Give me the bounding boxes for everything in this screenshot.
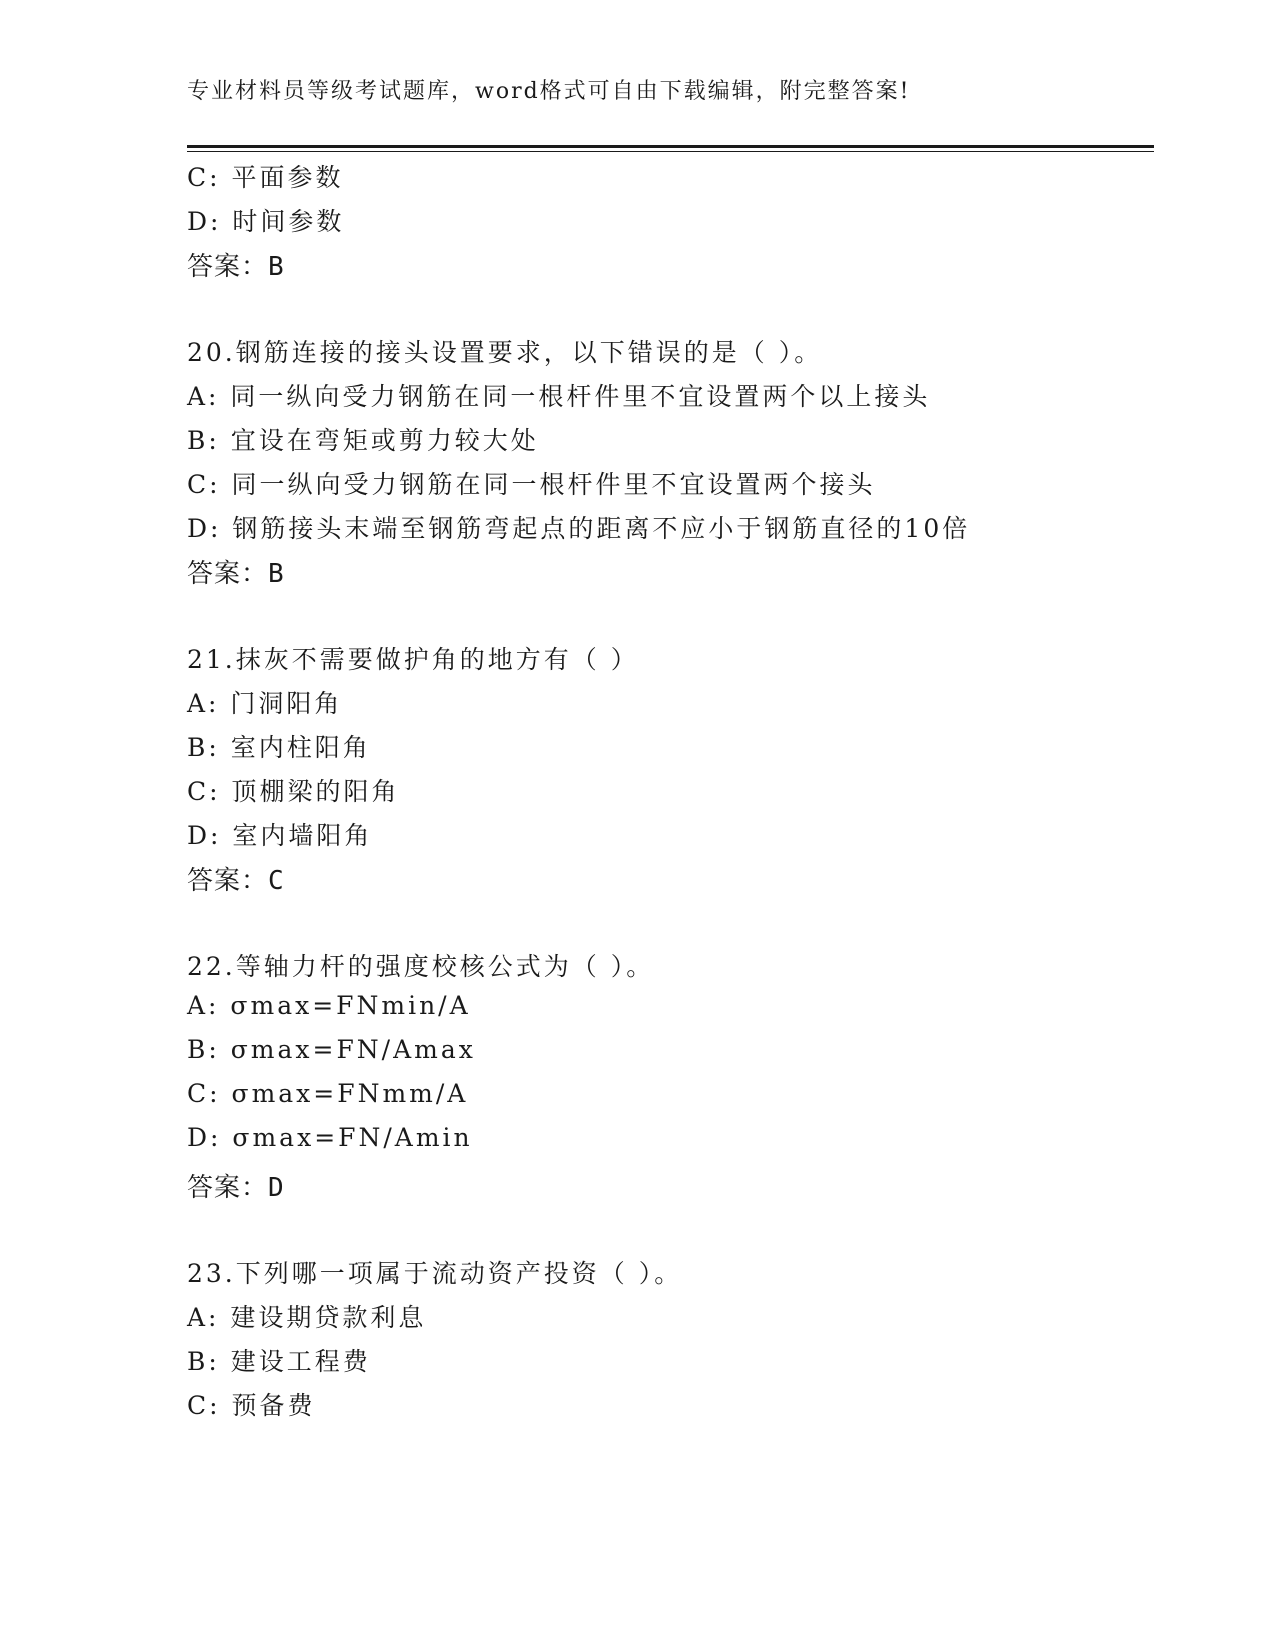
page-header: 专业材料员等级考试题库，word格式可自由下载编辑，附完整答案! xyxy=(187,79,911,104)
q21-option-c: C: 顶棚梁的阳角 xyxy=(187,777,400,806)
q20-question: 20.钢筋连接的接头设置要求，以下错误的是（ ）。 xyxy=(187,338,823,367)
q19-answer: 答案：B xyxy=(187,252,285,282)
q22-option-b: B: σmax=FN/Amax xyxy=(187,1035,476,1064)
q22-question: 22.等轴力杆的强度校核公式为（ ）。 xyxy=(187,952,655,981)
q22-answer: 答案：D xyxy=(187,1173,285,1203)
q23-question: 23.下列哪一项属于流动资产投资（ ）。 xyxy=(187,1259,683,1288)
q21-option-b: B: 室内柱阳角 xyxy=(187,733,371,762)
q20-option-d: D: 钢筋接头末端至钢筋弯起点的距离不应小于钢筋直径的10倍 xyxy=(187,514,971,543)
q20-option-c: C: 同一纵向受力钢筋在同一根杆件里不宜设置两个接头 xyxy=(187,470,876,499)
q20-answer: 答案：B xyxy=(187,559,285,589)
q21-option-d: D: 室内墙阳角 xyxy=(187,821,373,850)
header-rule-thin xyxy=(187,151,1154,152)
q20-option-b: B: 宜设在弯矩或剪力较大处 xyxy=(187,426,539,455)
q21-option-a: A: 门洞阳角 xyxy=(187,689,343,718)
q19-option-c: C: 平面参数 xyxy=(187,163,344,192)
q20-option-a: A: 同一纵向受力钢筋在同一根杆件里不宜设置两个以上接头 xyxy=(187,382,931,411)
q21-question: 21.抹灰不需要做护角的地方有（ ） xyxy=(187,645,639,674)
q23-option-c: C: 预备费 xyxy=(187,1391,316,1420)
q22-option-d: D: σmax=FN/Amin xyxy=(187,1123,473,1152)
q23-option-b: B: 建设工程费 xyxy=(187,1347,371,1376)
q22-option-a: A: σmax=FNmin/A xyxy=(187,991,471,1020)
q23-option-a: A: 建设期贷款利息 xyxy=(187,1303,427,1332)
q22-option-c: C: σmax=FNmm/A xyxy=(187,1079,469,1108)
q19-option-d: D: 时间参数 xyxy=(187,207,345,236)
q21-answer: 答案：C xyxy=(187,866,285,896)
header-rule-thick xyxy=(187,145,1154,148)
